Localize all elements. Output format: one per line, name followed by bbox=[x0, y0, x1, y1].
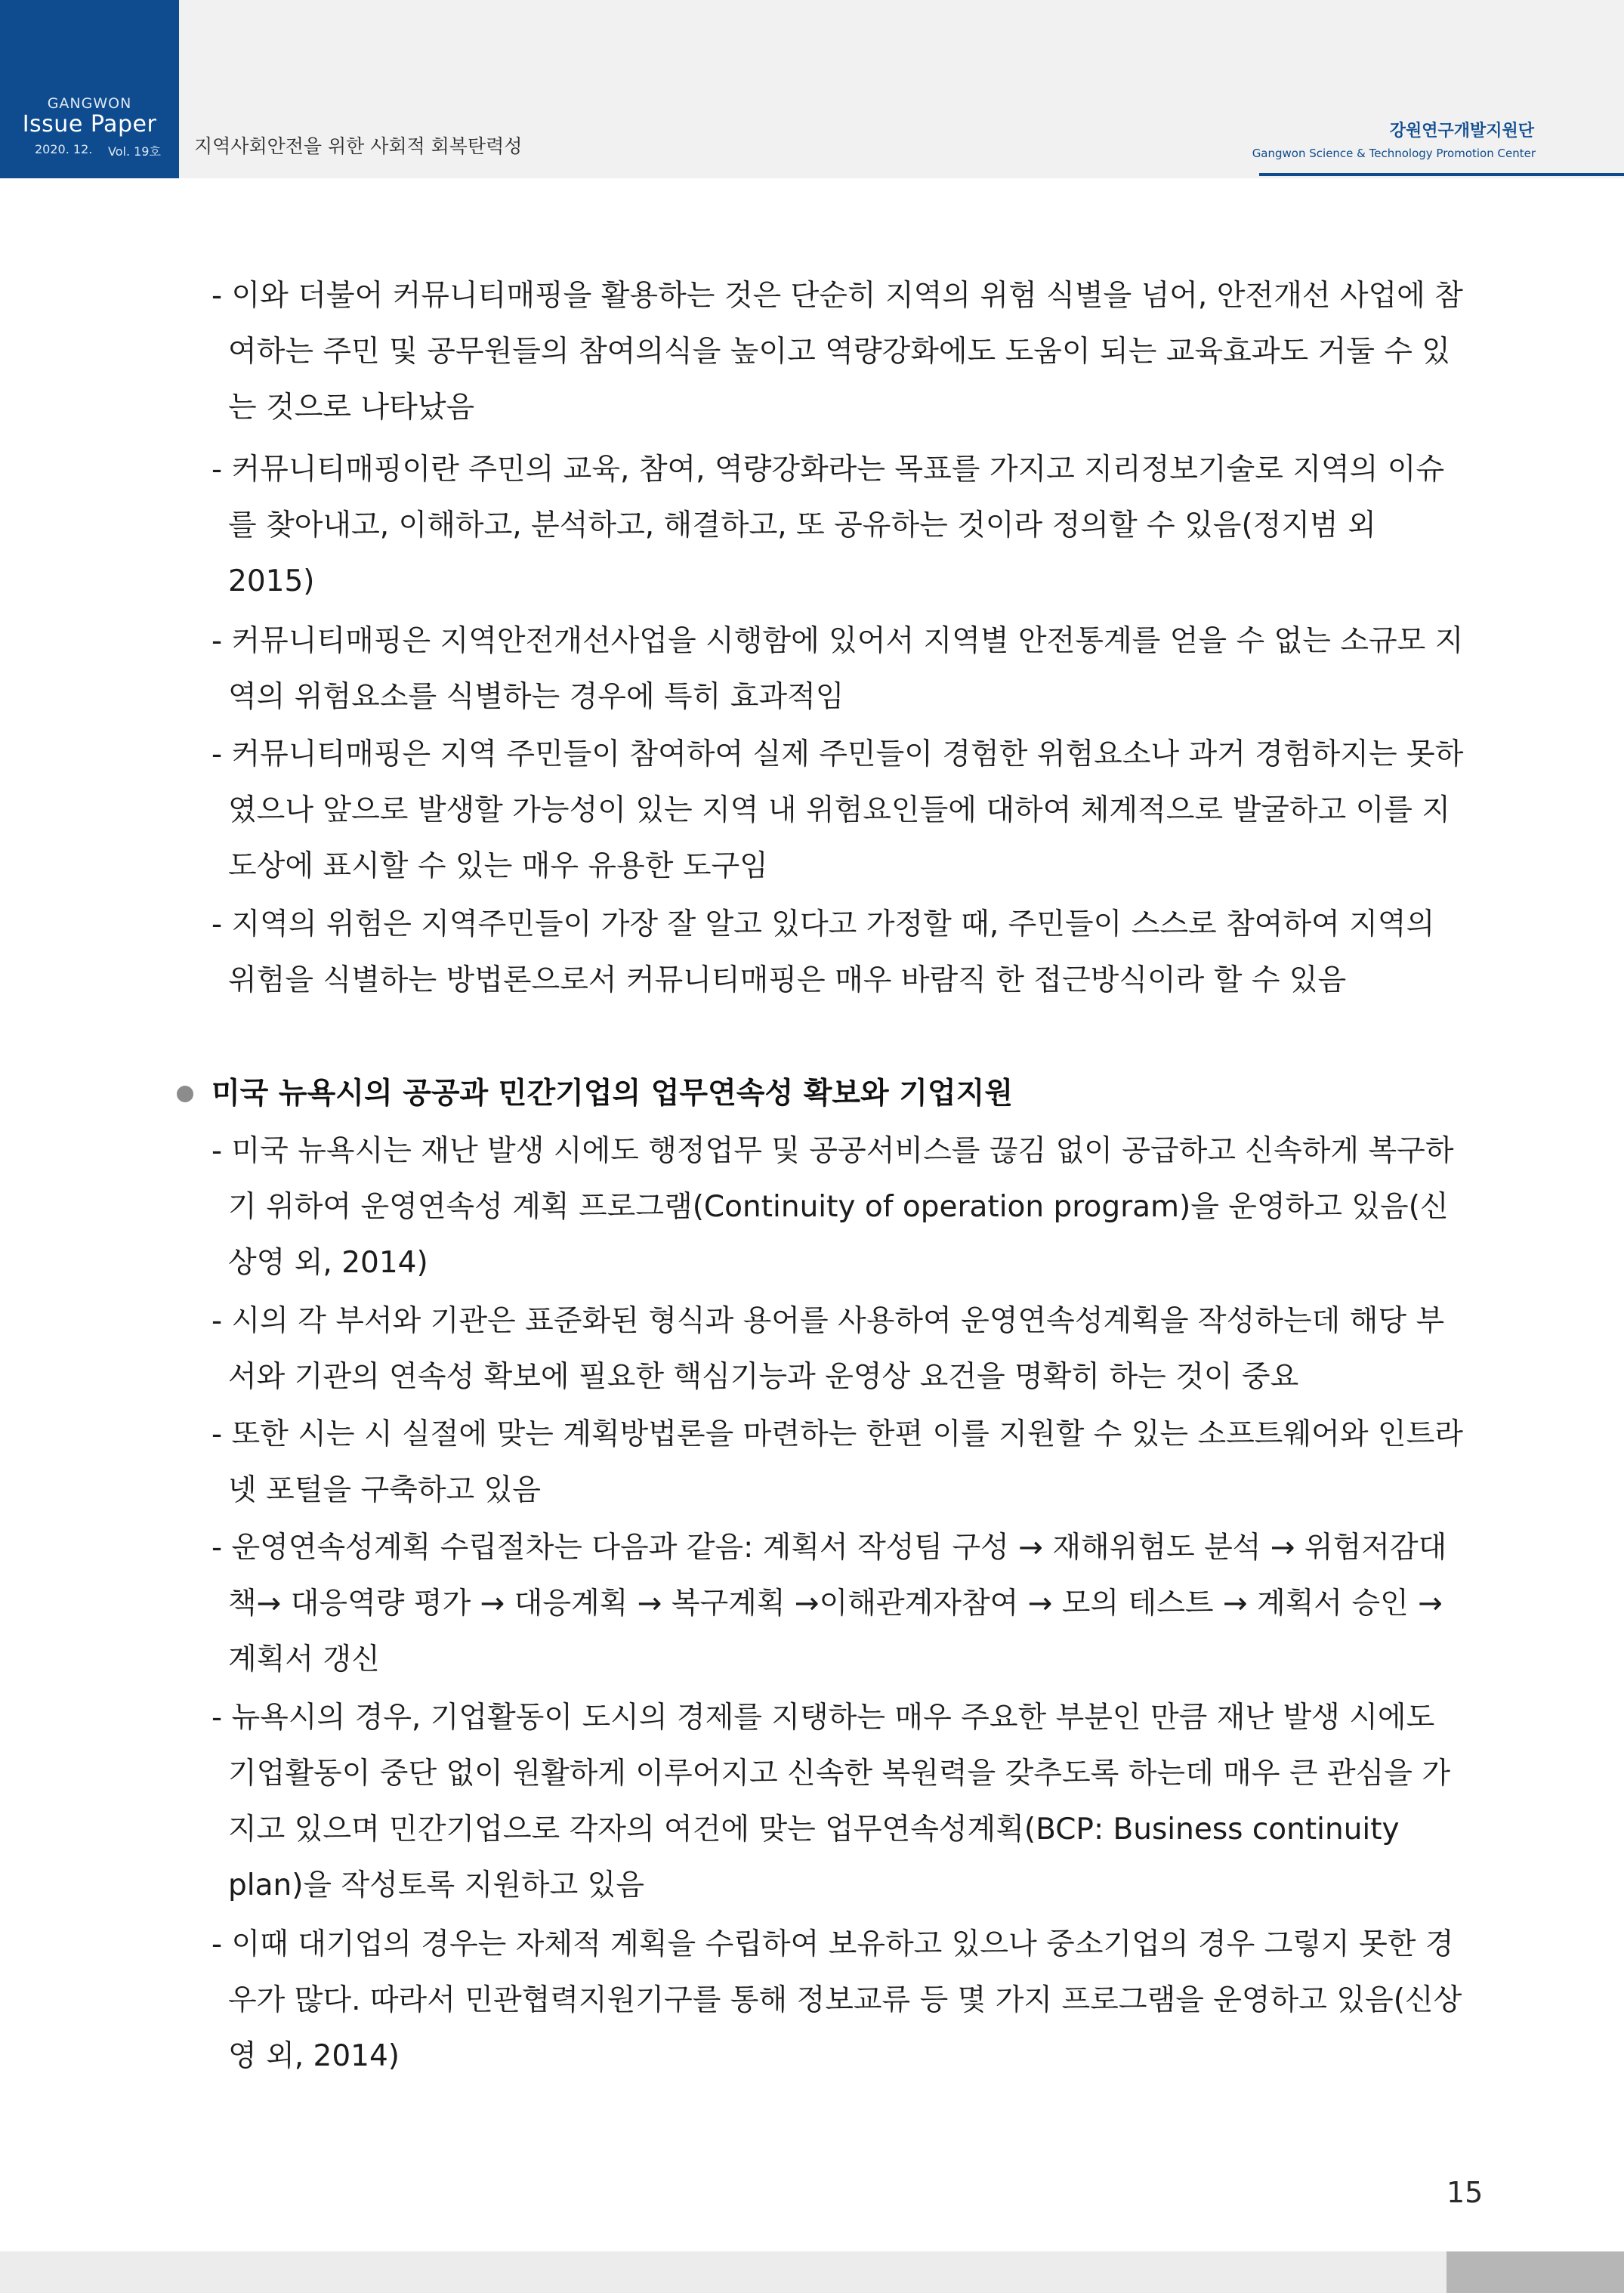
list-item: - 지역의 위험은 지역주민들이 가장 잘 알고 있다고 가정할 때, 주민들이 스스로 참여하여 지역의 위험을 식별하는 방법론으로서 커뮤니티매핑은 매우 바람직 한 접근방식이라 할 수 있음 bbox=[211, 907, 1435, 997]
list-item: - 커뮤니티매핑은 지역 주민들이 참여하여 실제 주민들이 경험한 위험요소나 과거 경험하지는 못하였으나 앞으로 발생할 가능성이 있는 지역 내 위험요인들에 대하여 체계적으로 발굴하고 이를 지도상에 표시할 수 있는 매우 유용한 도구임 bbox=[211, 737, 1464, 883]
brand-title: Issue Paper bbox=[22, 111, 157, 138]
brand-region: GANGWON bbox=[47, 95, 132, 112]
page-header bbox=[0, 0, 1624, 178]
page-number: 15 bbox=[1446, 2176, 1484, 2209]
list-item: - 커뮤니티매핑은 지역안전개선사업을 시행함에 있어서 지역별 안전통계를 얻을 수 없는 소규모 지역의 위험요소를 식별하는 경우에 특히 효과적임 bbox=[211, 624, 1464, 714]
issue-paper-logo bbox=[0, 0, 179, 178]
running-title: 지역사회안전을 위한 사회적 회복탄력성 bbox=[194, 135, 523, 157]
page-footer-tab bbox=[1446, 2251, 1624, 2293]
list-item: - 또한 시는 시 실절에 맞는 계획방법론을 마련하는 한편 이를 지원할 수 있는 소프트웨어와 인트라넷 포털을 구축하고 있음 bbox=[211, 1417, 1463, 1507]
organization-name-en: Gangwon Science & Technology Promotion Center bbox=[1252, 147, 1536, 160]
header-accent-line bbox=[1259, 173, 1624, 176]
list-item: - 이와 더불어 커뮤니티매핑을 활용하는 것은 단순히 지역의 위험 식별을 넘어, 안전개선 사업에 참여하는 주민 및 공무원들의 참여의식을 높이고 역량강화에도 도움이 되는 교육효과도 거둘 수 있는 것으로 나타났음 bbox=[211, 279, 1463, 425]
list-item: - 뉴욕시의 경우, 기업활동이 도시의 경제를 지탱하는 매우 주요한 부분인 만큼 재난 발생 시에도 기업활동이 중단 없이 원활하게 이루어지고 신속한 복원력을 갖추도록 하는데 매우 큰 관심을 가지고 있으며 민간기업으로 각자의 여건에 맞는 업무연속성계획(BCP: Business continuity plan)을 작성토록 지원하고 있음 bbox=[211, 1701, 1451, 1902]
list-item: - 커뮤니티매핑이란 주민의 교육, 참여, 역량강화라는 목표를 가지고 지리정보기술로 지역의 이슈를 찾아내고, 이해하고, 분석하고, 해결하고, 또 공유하는 것이라 정의할 수 있음(정지범 외 2015) bbox=[211, 453, 1445, 598]
issue-date: 2020. 12. bbox=[35, 142, 93, 156]
list-item: - 미국 뉴욕시는 재난 발생 시에도 행정업무 및 공공서비스를 끊김 없이 공급하고 신속하게 복구하기 위하여 운영연속성 계획 프로그램(Continuity of operation program)을 운영하고 있음(신상영 외, 2014) bbox=[211, 1134, 1454, 1280]
organization-name-kr: 강원연구개발지원단 bbox=[1389, 122, 1534, 141]
list-item: - 운영연속성계획 수립절차는 다음과 같음: 계획서 작성팀 구성 → 재해위험도 분석 → 위험저감대책→ 대응역량 평가 → 대응계획 → 복구계획 →이해관계자참여 → 모의 테스트 → 계획서 승인 →계획서 갱신 bbox=[211, 1531, 1447, 1676]
list-item: - 이때 대기업의 경우는 자체적 계획을 수립하여 보유하고 있으나 중소기업의 경우 그렇지 못한 경우가 많다. 따라서 민관협력지원기구를 통해 정보교류 등 몇 가지 프로그램을 운영하고 있음(신상영 외, 2014) bbox=[211, 1927, 1462, 2073]
issue-volume: Vol. 19호 bbox=[108, 144, 161, 159]
bullet-dot bbox=[177, 1086, 193, 1102]
list-item: - 시의 각 부서와 기관은 표준화된 형식과 용어를 사용하여 운영연속성계획을 작성하는데 해당 부서와 기관의 연속성 확보에 필요한 핵심기능과 운영상 요건을 명확히 하는 것이 중요 bbox=[211, 1304, 1445, 1394]
page-footer-band bbox=[0, 2251, 1624, 2293]
section-heading: 미국 뉴욕시의 공공과 민간기업의 업무연속성 확보와 기업지원 bbox=[211, 1077, 1013, 1111]
